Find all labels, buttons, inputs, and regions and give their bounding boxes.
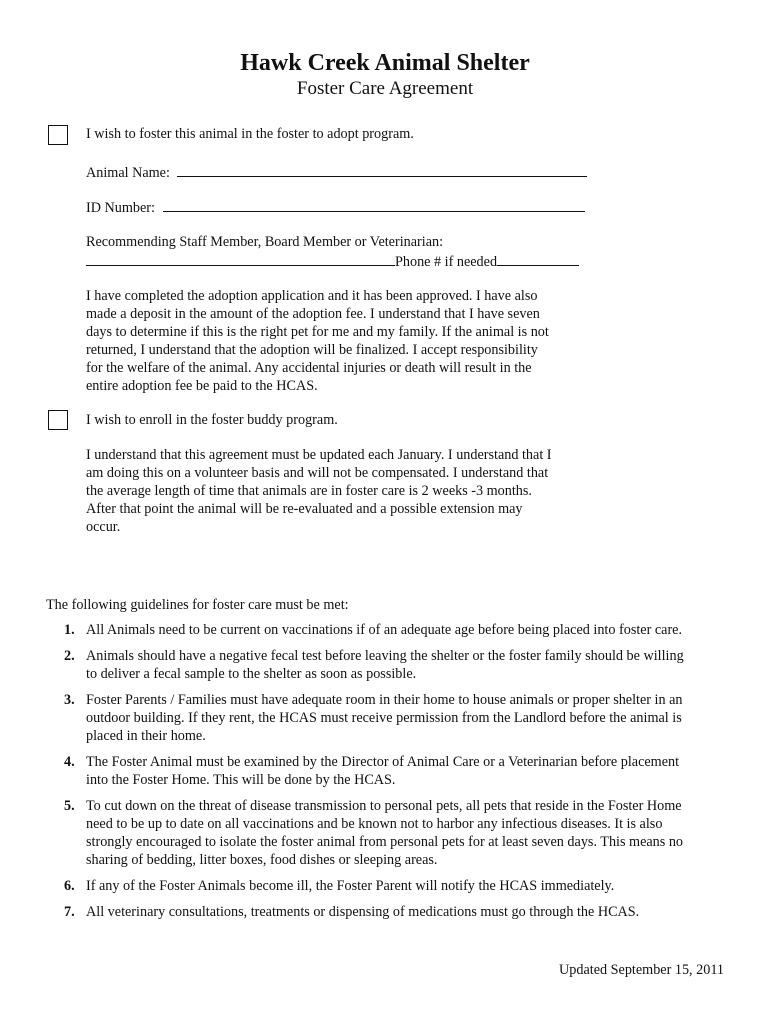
animal-name-field[interactable] [177, 162, 587, 177]
recommending-label: Recommending Staff Member, Board Member or Veterinarian: [86, 234, 444, 250]
phone-label: Phone # if needed [395, 254, 498, 270]
guidelines-list [46, 621, 736, 929]
list-item [46, 797, 736, 869]
paragraph-line: returned, I understand that the adoption will be finalized. I accept responsibility [86, 342, 538, 358]
recommending-field[interactable] [86, 251, 395, 266]
adoption-paragraph [86, 287, 586, 395]
list-item-number: 1. [64, 622, 75, 638]
list-item-number: 4. [64, 754, 75, 770]
list-item [46, 753, 736, 789]
paragraph-line: the average length of time that animals are in foster care is 2 weeks -3 months. [86, 483, 532, 499]
list-item [46, 691, 736, 745]
page-title: Hawk Creek Animal Shelter [240, 50, 530, 76]
list-item [46, 877, 736, 895]
paragraph-line: I have completed the adoption application and it has been approved. I have also [86, 288, 538, 304]
page-subtitle: Foster Care Agreement [296, 78, 474, 99]
list-item [46, 903, 736, 921]
animal-name-row [86, 162, 587, 182]
list-item-line: Foster Parents / Families must have adequate room in their home to house animals or proper shelter in an [86, 692, 683, 708]
list-item-number: 3. [64, 692, 75, 708]
paragraph-line: After that point the animal will be re-evaluated and a possible extension may [86, 501, 523, 517]
foster-to-adopt-label: I wish to foster this animal in the foster to adopt program. [86, 126, 414, 142]
volunteer-paragraph [86, 446, 586, 536]
paragraph-line: days to determine if this is the right pet for me and my family. If the animal is not [86, 324, 549, 340]
list-item-line: Animals should have a negative fecal test before leaving the shelter or the foster family should be willing [86, 648, 684, 664]
list-item-line: placed in their home. [86, 728, 206, 744]
foster-to-adopt-checkbox[interactable] [48, 125, 68, 145]
list-item-line: sharing of bedding, litter boxes, food dishes or sleeping areas. [86, 852, 438, 868]
list-item-line: All Animals need to be current on vaccinations if of an adequate age before being placed into foster care. [86, 622, 683, 638]
list-item-line: The Foster Animal must be examined by the Director of Animal Care or a Veterinarian before placement [86, 754, 680, 770]
list-item-line: All veterinary consultations, treatments or dispensing of medications must go through the HCAS. [86, 904, 640, 920]
list-item-number: 6. [64, 878, 75, 894]
list-item [46, 621, 736, 639]
list-item [46, 647, 736, 683]
phone-field[interactable] [497, 251, 579, 266]
foster-buddy-checkbox[interactable] [48, 410, 68, 430]
id-number-field[interactable] [163, 197, 585, 212]
list-item-line: If any of the Foster Animals become ill, the Foster Parent will notify the HCAS immediately. [86, 878, 615, 894]
list-item-line: To cut down on the threat of disease transmission to personal pets, all pets that reside in the Foster Home [86, 798, 682, 814]
recommending-row [86, 251, 579, 271]
updated-date: Updated September 15, 2011 [559, 962, 724, 978]
list-item-line: outdoor building. If they rent, the HCAS must receive permission from the Landlord before the animal is [86, 710, 682, 726]
paragraph-line: made a deposit in the amount of the adoption fee. I understand that I have seven [86, 306, 540, 322]
paragraph-line: am doing this on a volunteer basis and will not be compensated. I understand that [86, 465, 549, 481]
list-item-number: 5. [64, 798, 75, 814]
paragraph-line: I understand that this agreement must be updated each January. I understand that I [86, 447, 552, 463]
list-item-number: 2. [64, 648, 75, 664]
guidelines-heading: The following guidelines for foster care must be met: [46, 597, 349, 613]
paragraph-line: for the welfare of the animal. Any accidental injuries or death will result in the [86, 360, 532, 376]
list-item-number: 7. [64, 904, 75, 920]
id-number-label: ID Number: [86, 200, 155, 216]
paragraph-line: entire adoption fee be paid to the HCAS. [86, 378, 318, 394]
foster-buddy-label: I wish to enroll in the foster buddy program. [86, 412, 338, 428]
list-item-line: need to be up to date on all vaccinations and be known not to harbor any infectious diseases. It is also [86, 816, 663, 832]
animal-name-label: Animal Name: [86, 165, 170, 181]
id-number-row [86, 197, 585, 217]
list-item-line: strongly encouraged to isolate the foster animal from personal pets for at least seven days. This means no [86, 834, 684, 850]
list-item-line: to deliver a fecal sample to the shelter as soon as possible. [86, 666, 417, 682]
list-item-line: into the Foster Home. This will be done by the HCAS. [86, 772, 396, 788]
paragraph-line: occur. [86, 519, 121, 535]
